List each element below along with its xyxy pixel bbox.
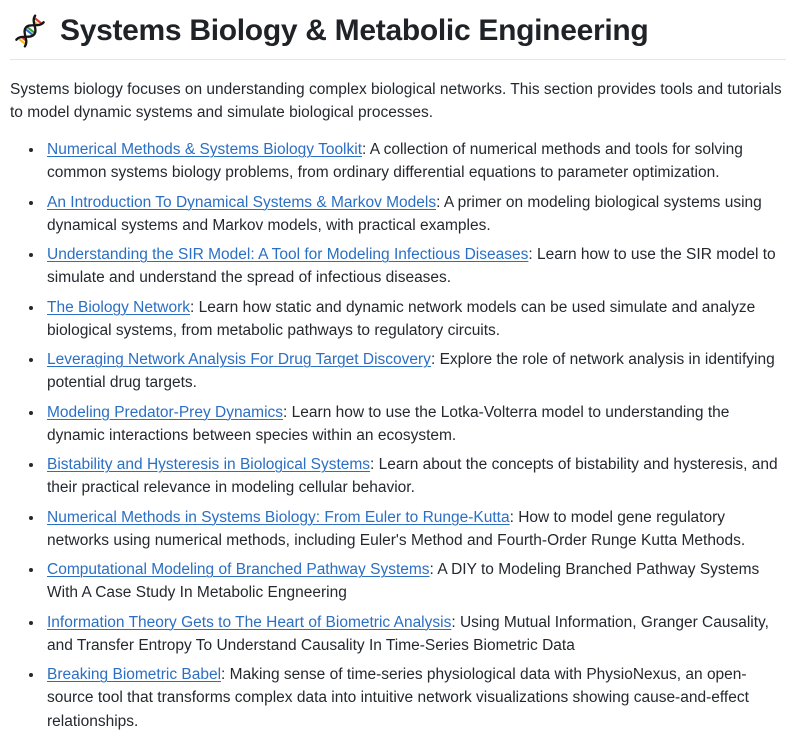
article-description: A DIY to Modeling Branched Pathway Systems With A Case Study In Metabolic Engneering bbox=[47, 561, 760, 602]
list-item-separator: : bbox=[436, 193, 444, 211]
article-description: A collection of numerical methods and tools for solving common systems biology problems, from ordinary differential equations to parameter optimization. bbox=[47, 141, 743, 182]
list-item-separator: : bbox=[451, 613, 460, 631]
list-item bbox=[44, 243, 786, 290]
list-item-separator: : bbox=[221, 666, 230, 683]
list-item-separator: : bbox=[370, 456, 379, 473]
list-item bbox=[44, 138, 786, 185]
list-item-separator: : bbox=[528, 246, 537, 263]
article-link[interactable]: Understanding the SIR Model: A Tool for Modeling Infectious Diseases bbox=[47, 246, 529, 263]
article-description: Learn how static and dynamic network models can be used simulate and analyze biological systems, from metabolic pathways to regulatory circuits. bbox=[47, 298, 756, 339]
article-description: Explore the role of network analysis in identifying potential drug targets. bbox=[47, 351, 775, 392]
article-description: How to model gene regulatory networks using numerical methods, including Euler's Method and Fourth-Order Runge Kutta Methods. bbox=[47, 508, 746, 549]
list-item-separator: : bbox=[283, 403, 292, 421]
article-link[interactable]: Numerical Methods & Systems Biology Toolkit bbox=[47, 141, 363, 158]
list-item bbox=[44, 506, 786, 553]
list-item bbox=[44, 296, 786, 343]
article-description: A primer on modeling biological systems using dynamical systems and Markov models, with practical examples. bbox=[47, 193, 762, 234]
intro-paragraph: Systems biology focuses on understanding complex biological networks. This section provides tools and tutorials to model dynamic systems and simulate biological processes. bbox=[10, 80, 782, 121]
title-divider bbox=[10, 59, 786, 60]
article-link[interactable]: Information Theory Gets to The Heart of Biometric Analysis bbox=[47, 613, 452, 631]
list-item-separator: : bbox=[190, 298, 199, 316]
page-title: Systems Biology & Metabolic Engineering bbox=[60, 14, 649, 47]
list-item bbox=[44, 401, 786, 448]
dna-icon bbox=[12, 13, 48, 49]
article-link[interactable]: Numerical Methods in Systems Biology: From Euler to Runge-Kutta bbox=[47, 508, 510, 526]
article-link[interactable]: Leveraging Network Analysis For Drug Target Discovery bbox=[47, 351, 431, 368]
list-item-separator: : bbox=[430, 351, 440, 368]
list-item bbox=[44, 558, 786, 605]
article-list bbox=[10, 138, 786, 733]
article-link[interactable]: The Biology Network bbox=[47, 298, 191, 316]
article-description: Using Mutual Information, Granger Causality, and Transfer Entropy To Understand Causality In Time-Series Biometric Data bbox=[47, 613, 769, 654]
list-item bbox=[44, 453, 786, 500]
article-link[interactable]: Modeling Predator-Prey Dynamics bbox=[47, 403, 284, 421]
list-item-separator: : bbox=[429, 561, 438, 578]
list-item-separator: : bbox=[362, 141, 370, 158]
list-item bbox=[44, 191, 786, 238]
article-link[interactable]: Breaking Biometric Babel bbox=[47, 666, 222, 683]
article-link[interactable]: Computational Modeling of Branched Pathway Systems bbox=[47, 561, 430, 578]
list-item bbox=[44, 611, 786, 658]
page-header bbox=[12, 12, 786, 50]
list-item bbox=[44, 348, 786, 395]
list-item bbox=[44, 663, 786, 733]
article-link[interactable]: An Introduction To Dynamical Systems & Markov Models bbox=[47, 193, 437, 211]
list-item-separator: : bbox=[509, 508, 519, 526]
article-description: Learn about the concepts of bistability and hysteresis, and their practical relevance in modeling cellular behavior. bbox=[47, 456, 778, 497]
article-link[interactable]: Bistability and Hysteresis in Biological Systems bbox=[47, 456, 371, 473]
article-description: Making sense of time-series physiological data with PhysioNexus, an open-source tool that transforms complex data into intuitive network visualizations showing cause-and-effect relationships. bbox=[47, 666, 749, 730]
article-description: Learn how to use the Lotka-Volterra model to understanding the dynamic interactions between species within an ecosystem. bbox=[47, 403, 730, 444]
article-description: Learn how to use the SIR model to simulate and understand the spread of infectious diseases. bbox=[47, 246, 776, 287]
